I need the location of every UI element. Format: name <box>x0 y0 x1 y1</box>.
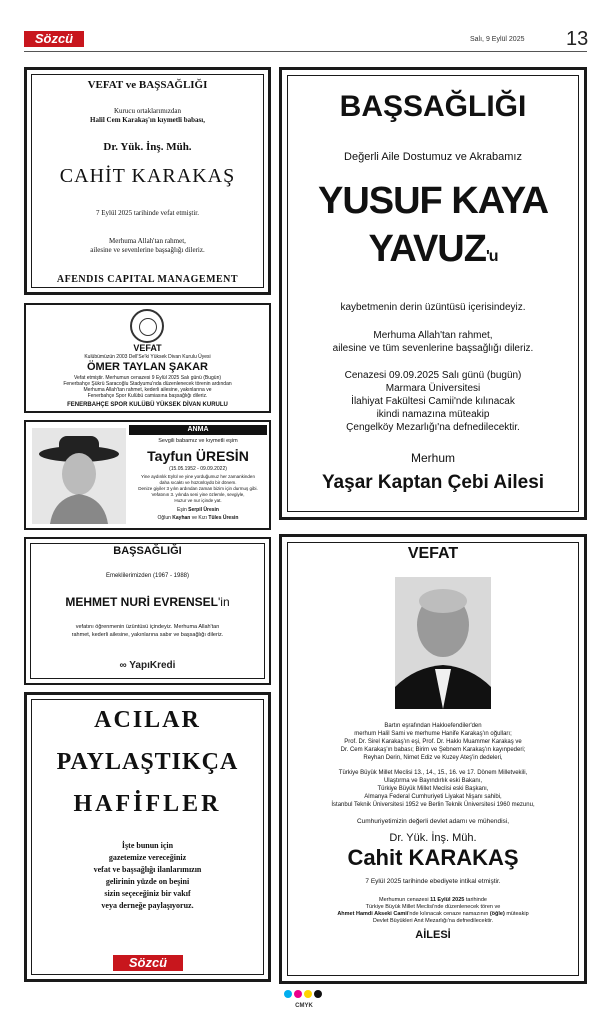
cmyk-registration-marks <box>284 990 324 1000</box>
ad-text: sizin seçeceğiniz bir vakıf <box>104 889 191 898</box>
black-dot-icon <box>314 990 322 998</box>
ad-title: Dr. Yük. İnş. Müh. <box>389 832 477 844</box>
ad-text: İlahiyat Fakültesi Camii'nde kılınacak <box>351 396 515 407</box>
sozcu-logo: Sözcü <box>113 955 183 971</box>
ad-fenerbahce <box>24 303 271 413</box>
cmyk-label: CMYK <box>295 1003 313 1009</box>
ad-text: Marmara Üniversitesi <box>385 383 481 394</box>
ad-text: ikindi namazına müteakip <box>376 409 490 420</box>
ad-text: Merhuma Allah'tan rahmet, <box>373 330 493 341</box>
ad-text: Sevgili babamız ve kıymetli eşim <box>158 438 238 444</box>
yellow-dot-icon <box>304 990 312 998</box>
ad-title: Dr. Yük. İnş. Müh. <box>103 141 192 153</box>
cyan-dot-icon <box>284 990 292 998</box>
ad-text: Huzur ve nur içinde yat. <box>174 498 222 503</box>
ad-subtitle: Değerli Aile Dostumuz ve Akrabamız <box>344 151 522 163</box>
ad-text: daha sıcaktı ve hüzünlüydü bir dönem. <box>159 480 237 485</box>
ad-text: Prof. Dr. Sirel Karakaş'ın eşi, Prof. Dr. Hakkı Muammer Karakaş ve <box>344 739 522 745</box>
ad-text: Bartın eşrafından Hakkıefendiler'den <box>384 723 482 729</box>
sozcu-logo: Sözcü <box>24 31 84 47</box>
ad-text: ailesine ve sevenlerine başsağlığı dileriz. <box>90 246 205 254</box>
ad-text: Halil Cem Karakaş'ın kıymetli babası, <box>90 116 205 124</box>
ad-text: Merhum <box>410 451 455 465</box>
ad-text: Çengelköy Mezarlığı'na defnedilecektir. <box>346 422 520 433</box>
ad-text: Ulaştırma ve Bayındırlık eski Bakanı, <box>383 778 483 784</box>
ad-text: Vefatının 3. yılında seni yine özlemle, sevgiyle, <box>151 492 245 497</box>
header-date: Salı, 9 Eylül 2025 <box>470 36 525 43</box>
ad-signature: Yaşar Kaptan Çebi Ailesi <box>321 472 545 493</box>
ad-text: Almanya Federal Cumhuriyeti Liyakat Nişanı sahibi, <box>364 794 502 800</box>
ad-text: ailesine ve tüm sevenlerine başsağlığı dileriz. <box>332 343 534 354</box>
deceased-name: Tayfun ÜRESİN <box>147 448 249 464</box>
ad-text: Türkiye Büyük Millet Meclisi'nde düzenlenecek tören ve <box>365 904 501 910</box>
ad-text: Cumhuriyetimizin değerli devlet adamı ve mühendisi, <box>356 818 510 825</box>
ad-heading: VEFAT <box>133 343 162 353</box>
header-rule <box>24 51 587 52</box>
ad-headline: PAYLAŞTIKÇA <box>56 749 239 775</box>
ad-heading: BAŞSAĞLIĞI <box>339 90 527 123</box>
ad-afendis <box>24 67 271 295</box>
ad-signature: Oğlun Kayhan ve Kızı Tüles Üresin <box>157 515 239 521</box>
ad-signature: AFENDIS CAPITAL MANAGEMENT <box>56 274 239 285</box>
fenerbahce-emblem-icon <box>130 309 164 343</box>
deceased-name: CAHİT KARAKAŞ <box>59 165 236 187</box>
ad-heading: VEFAT ve BAŞSAĞLIĞI <box>87 79 208 91</box>
ad-heading-bar: ANMA <box>129 425 267 435</box>
ad-text: 7 Eylül 2025 tarihinde vefat etmiştir. <box>95 209 200 217</box>
ad-text: kaybetmenin derin üzüntüsü içerisindeyiz. <box>340 302 526 313</box>
ad-text: İstanbul Teknik Üniversitesi 1952 ve Berlin Teknik Üniversitesi 1960 mezunu, <box>331 802 535 808</box>
ad-anma <box>24 420 271 530</box>
ad-headline: HAFİFLER <box>73 791 222 817</box>
ad-text: Dr. Cem Karakaş'ın babası; Birim ve Şebnem Karakaş'ın kayınpederi; <box>340 747 526 753</box>
page-number: 13 <box>566 28 589 50</box>
ad-text: Reyhan Derin, Nimet Ediz ve Kuzey Ateş'in dedeleri, <box>363 755 503 761</box>
portrait-photo <box>32 428 126 524</box>
ad-text: merhum Halil Sami ve merhume Hanife Karakaş'ın oğulları; <box>354 731 512 737</box>
ad-text: gelirinin yüzde on beşini <box>105 877 190 886</box>
ad-text: Devlet Büyükleri Anıt Mezarlığı'na defnedilecektir. <box>372 918 494 924</box>
ad-text: Cenazesi 09.09.2025 Salı günü (bugün) <box>344 370 522 381</box>
deceased-name: MEHMET NURİ EVRENSEL'in <box>65 595 230 609</box>
ad-yapikredi <box>24 537 271 685</box>
ad-text: Merhumun cenazesi 11 Eylül 2025 tarihinde <box>379 897 487 903</box>
deceased-name: ÖMER TAYLAN ŞAKAR <box>86 361 208 373</box>
ad-yusuf-kaya-yavuz <box>279 67 587 520</box>
ad-text: Fenerbahçe Spor Kulübü camiasına başsağlığı dileriz. <box>87 393 208 399</box>
ad-acilar <box>24 692 271 982</box>
portrait-photo <box>395 577 491 709</box>
deceased-name: YUSUF KAYA <box>317 180 549 222</box>
ad-text: Ahmet Hamdi Akseki Camii'nde kılınacak cenaze namazının (öğle) müteakip <box>337 911 529 917</box>
ad-text: Denize giyiler 3 yılın ardından zaman bizim için durmuş gibi. <box>138 486 258 491</box>
ad-text: Kulübümüzün 2003 Dell'Se'ki Yüksek Divan Kurulu Üyesi <box>84 354 211 360</box>
ad-signature: Eşin Serpil Üresin <box>177 507 219 513</box>
ad-text: veya derneğe paylaşıyoruz. <box>101 901 194 910</box>
ad-text: vefat ve başsağlığı ilanlarımızın <box>93 865 202 874</box>
ad-text: İşte bunun için <box>121 841 174 850</box>
ad-text: Vefat etmiştir. Merhumun cenazesi 9 Eylül 2025 Salı günü (Bugün) <box>73 375 222 381</box>
yapikredi-logo: ∞ YapıKredi <box>119 660 176 671</box>
ad-text: vefatını öğrenmenin üzüntüsü içindeyiz. Merhuma Allah'tan <box>75 624 220 630</box>
ad-signature: AİLESİ <box>415 929 451 941</box>
ad-heading: VEFAT <box>407 545 459 562</box>
deceased-name: YAVUZ'u <box>368 228 498 270</box>
ad-heading: BAŞSAĞLIĞI <box>113 545 182 557</box>
ad-text: Türkiye Büyük Millet Meclisi eski Başkanı, <box>377 786 489 792</box>
yapikredi-swirl-icon: ∞ <box>119 660 127 671</box>
ad-headline: ACILAR <box>94 707 201 733</box>
deceased-name: Cahit KARAKAŞ <box>347 845 519 870</box>
ad-text: Kurucu ortaklarımızdan <box>113 107 182 115</box>
magenta-dot-icon <box>294 990 302 998</box>
ad-signature: FENERBAHÇE SPOR KULÜBÜ YÜKSEK DİVAN KURULU <box>67 402 228 408</box>
ad-text: 7 Eylül 2025 tarihinde ebediyete intikal etmiştir. <box>365 878 501 885</box>
ad-text: Türkiye Büyük Millet Meclisi 13., 14., 15., 16. ve 17. Dönem Milletvekili, <box>338 770 528 776</box>
ad-text: Merhuma Allah'tan rahmet, <box>109 237 186 245</box>
ad-text: gazetemize vereceğiniz <box>108 853 187 862</box>
ad-vefat-cahit-karakas <box>279 534 587 984</box>
ad-text: Fenerbahçe Şükrü Saracoğlu Stadyumu'nda düzenlenecek törenin ardından <box>63 381 232 387</box>
ad-text: Emeklilerimizden (1967 - 1988) <box>105 573 190 579</box>
ad-text: Merhuma Allah'tan rahmet, kederli ailesine, yakınlarına ve <box>83 387 212 393</box>
ad-text: rahmet, kederli ailesine, yakınlarına sabır ve başsağlığı dileriz. <box>71 632 224 638</box>
ad-text: Yine aydınlık Eylül ve yine yorduğumuz her zamankinden <box>141 474 255 479</box>
ad-text: (15.05.1952 - 09.09.2022) <box>169 466 227 472</box>
